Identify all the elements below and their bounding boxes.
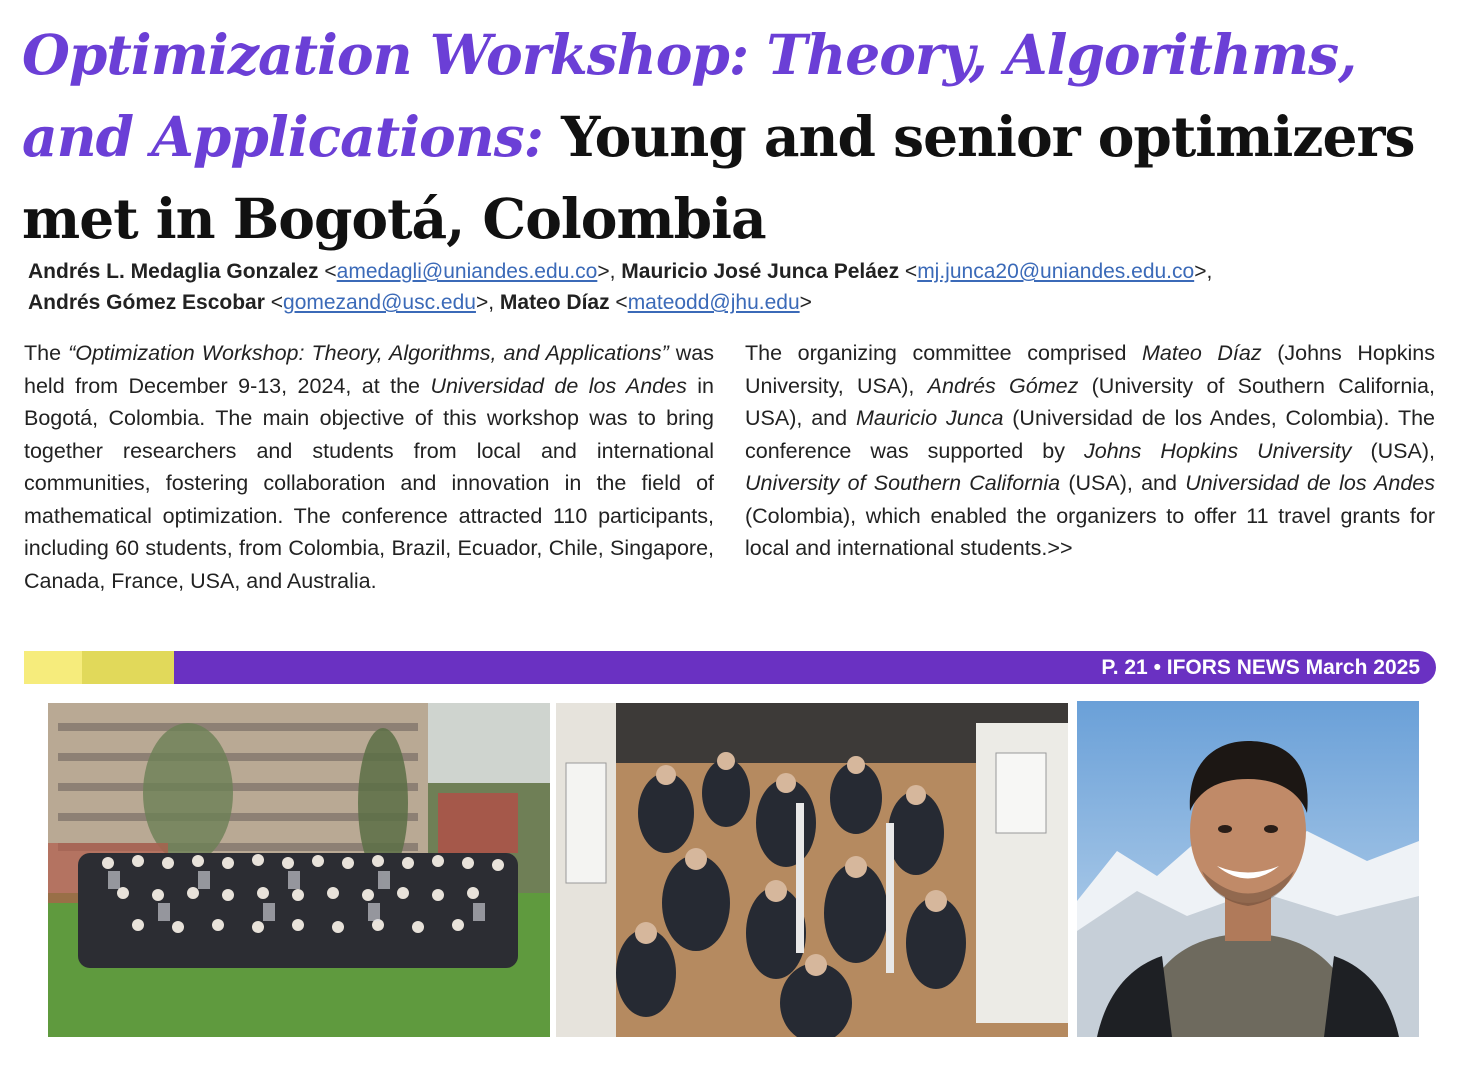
text-run: (USA), (1351, 438, 1436, 463)
author-name: Mauricio José Junca Peláez (621, 260, 900, 283)
page-label: P. 21 • IFORS NEWS March 2025 (174, 651, 1436, 684)
text-run: The organizing committee comprised (745, 341, 1143, 365)
event-name: “Optimization Workshop: Theory, Algorithms, and Applications” (68, 341, 669, 365)
author-email-link[interactable]: amedagli@uniandes.edu.co (336, 260, 598, 283)
author-name: Andrés Gómez Escobar (28, 291, 265, 314)
host-name: Universidad de los Andes (430, 373, 687, 398)
text-run: The (24, 341, 69, 365)
text-run: was held from December 9-13, 2024, at the (24, 341, 714, 398)
author-email-link[interactable]: mj.junca20@uniandes.edu.co (917, 260, 1195, 283)
author-name: Andrés L. Medaglia Gonzalez (28, 260, 319, 283)
organizer-name: Mateo Díaz (1142, 341, 1262, 365)
article-title (22, 14, 1442, 260)
footer-accent-dark (82, 651, 174, 684)
organizer-name: Andrés Gómez (927, 373, 1079, 398)
poster-session-photo (556, 703, 1068, 1037)
text-run: (Universidad de los Andes, Colombia). The conference was supported by (745, 406, 1435, 463)
text-run: (Colombia), which enabled the organizers to offer 11 travel grants for local and international students.>> (745, 503, 1435, 560)
sponsor-name: Universidad de los Andes (1185, 471, 1436, 495)
group-photo (48, 703, 550, 1037)
footer-accent-light (24, 651, 82, 684)
organizer-name: Mauricio Junca (855, 406, 1004, 430)
sponsor-name: University of Southern California (745, 471, 1061, 495)
sponsor-name: Johns Hopkins University (1084, 438, 1352, 463)
text-run: (Johns Hopkins University, USA), (745, 341, 1436, 398)
portrait-photo (1077, 701, 1419, 1037)
page-footer-bar (24, 651, 1436, 684)
text-run: (University of Southern California, USA), and (745, 373, 1435, 430)
text-run: (USA), and (1060, 471, 1186, 495)
body-column-left (24, 337, 714, 597)
author-email-link[interactable]: mateodd@jhu.edu (627, 291, 800, 314)
body-column-right (745, 337, 1435, 565)
author-name: Mateo Díaz (499, 291, 610, 314)
author-email-link[interactable]: gomezand@usc.edu (283, 291, 476, 314)
title-accent: Optimization Workshop: Theory, Algorithms, and Applications: (22, 22, 1357, 169)
author-list: Andrés L. Medaglia Gonzalez <amedagli@uniandes.edu.co>, Mauricio José Junca Peláez <mj.junca20@uniandes.edu.co>, Andrés Gómez Escobar <gomezand@usc.edu>, Mateo Díaz <mateodd@jhu.edu> (28, 260, 1213, 314)
title-rest: Young and senior optimizers met in Bogotá, Colombia (22, 104, 1415, 251)
text-run: in Bogotá, Colombia. The main objective of this workshop was to bring together researchers and students from local and international communities, fostering collaboration and innovation in the field of mathematical optimization. The conference attracted 110 participants, including 60 students, from Colombia, Brazil, Ecuador, Chile, Singapore, Canada, France, USA, and Australia. (24, 373, 714, 593)
